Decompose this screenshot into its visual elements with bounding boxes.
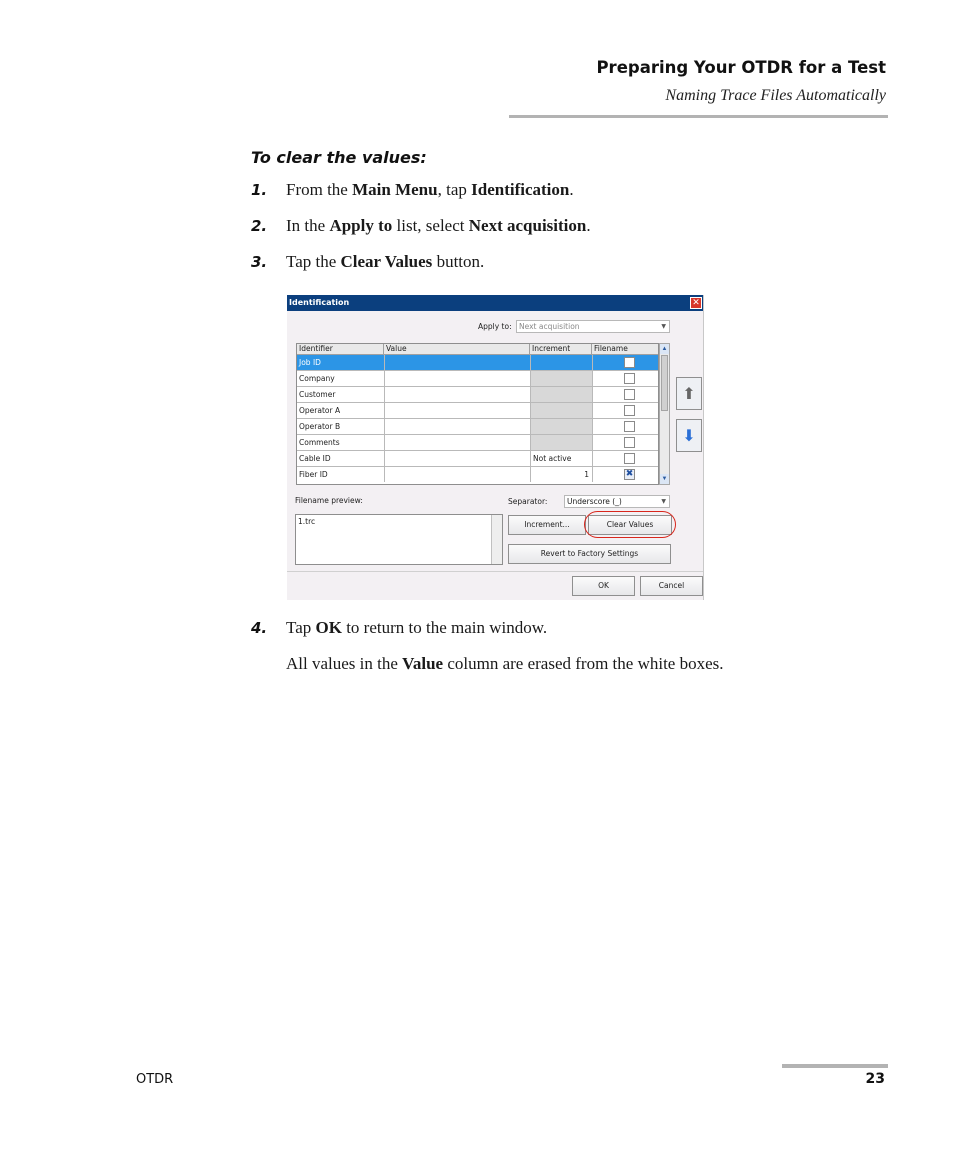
- move-up-button[interactable]: [676, 377, 702, 410]
- clear-values-highlight: [584, 511, 676, 538]
- close-icon[interactable]: ✕: [690, 297, 702, 309]
- header-rule: [509, 115, 888, 118]
- increment-cell[interactable]: Not active: [530, 451, 592, 466]
- arrow-up-icon: ⬆: [682, 384, 696, 403]
- column-header-filename[interactable]: Filename: [592, 344, 658, 355]
- increment-cell: [530, 403, 592, 418]
- identifier-cell: Comments: [299, 438, 340, 447]
- column-header-increment[interactable]: Increment: [530, 344, 592, 355]
- value-cell[interactable]: [384, 371, 530, 386]
- revert-factory-settings-button[interactable]: Revert to Factory Settings: [508, 544, 671, 564]
- step-text-4: Tap OK to return to the main window.: [286, 618, 548, 637]
- increment-cell: [530, 355, 592, 370]
- value-cell[interactable]: [384, 467, 530, 482]
- step-number-1: 1.: [251, 181, 268, 199]
- step-number-2: 2.: [251, 217, 268, 235]
- footer-rule: [782, 1064, 888, 1068]
- move-down-button[interactable]: [676, 419, 702, 452]
- dialog-title: Identification: [289, 298, 350, 307]
- increment-cell: [530, 387, 592, 402]
- value-cell[interactable]: [384, 451, 530, 466]
- value-cell[interactable]: [384, 403, 530, 418]
- result-text: All values in the Value column are erased from the white boxes.: [286, 654, 724, 673]
- footer-product: OTDR: [136, 1072, 174, 1087]
- dialog-separator: [287, 571, 703, 572]
- procedure-title: To clear the values:: [251, 148, 427, 167]
- table-row-operator-a[interactable]: [297, 403, 658, 419]
- chevron-down-icon: ▼: [661, 498, 666, 505]
- page-header-subtitle: Naming Trace Files Automatically: [665, 87, 886, 104]
- apply-to-value: Next acquisition: [519, 322, 580, 331]
- value-cell[interactable]: [384, 387, 530, 402]
- filename-checkbox[interactable]: [624, 437, 635, 448]
- scroll-up-icon[interactable]: ▲: [661, 346, 668, 352]
- table-row-company[interactable]: [297, 371, 658, 387]
- filename-checkbox[interactable]: [624, 421, 635, 432]
- step-number-4: 4.: [251, 619, 268, 637]
- filename-checkbox[interactable]: [624, 405, 635, 416]
- identifier-cell: Cable ID: [299, 454, 331, 463]
- table-row-cable-id[interactable]: [297, 451, 658, 467]
- identifier-cell: Fiber ID: [299, 470, 328, 479]
- separator-select[interactable]: [564, 495, 670, 508]
- step-number-3: 3.: [251, 253, 268, 271]
- value-cell[interactable]: [384, 355, 530, 370]
- separator-value: Underscore (_): [567, 497, 622, 506]
- step-text-3: Tap the Clear Values button.: [286, 252, 485, 271]
- chevron-down-icon: ▼: [661, 323, 666, 330]
- filename-preview-label: Filename preview:: [295, 496, 363, 505]
- identifier-cell: Operator A: [299, 406, 341, 415]
- filename-checkbox[interactable]: [624, 453, 635, 464]
- value-cell[interactable]: [384, 435, 530, 450]
- page-header-title: Preparing Your OTDR for a Test: [596, 58, 886, 77]
- dialog-title-bar: [287, 295, 703, 311]
- preview-scrollbar[interactable]: [491, 515, 502, 564]
- separator-label: Separator:: [508, 497, 548, 506]
- table-row-customer[interactable]: [297, 387, 658, 403]
- identifier-cell: Customer: [299, 390, 336, 399]
- scrollbar-thumb[interactable]: [661, 355, 668, 411]
- identifier-cell: Operator B: [299, 422, 341, 431]
- identifier-table: [296, 343, 659, 485]
- increment-cell: [530, 435, 592, 450]
- apply-to-select[interactable]: [516, 320, 670, 333]
- identification-dialog: [287, 295, 704, 600]
- cancel-button[interactable]: Cancel: [640, 576, 703, 596]
- arrow-down-icon: ⬇: [682, 426, 696, 445]
- table-row-fiber-id[interactable]: [297, 467, 658, 483]
- step-text-1: From the Main Menu, tap Identification.: [286, 180, 574, 199]
- increment-cell: [530, 371, 592, 386]
- scroll-down-icon[interactable]: ▼: [661, 476, 668, 482]
- ok-button[interactable]: OK: [572, 576, 635, 596]
- step-text-2: In the Apply to list, select Next acquisition.: [286, 216, 591, 235]
- table-row-comments[interactable]: [297, 435, 658, 451]
- identifier-cell: Company: [299, 374, 335, 383]
- increment-button[interactable]: Increment...: [508, 515, 586, 535]
- page-number: 23: [865, 1071, 885, 1087]
- identifier-cell: Job ID: [299, 358, 321, 367]
- table-scrollbar[interactable]: [659, 343, 670, 485]
- increment-cell: [530, 419, 592, 434]
- filename-preview-box: [295, 514, 503, 565]
- filename-preview-value: 1.trc: [298, 517, 316, 526]
- table-row-job-id[interactable]: [297, 355, 658, 371]
- increment-cell[interactable]: 1: [530, 467, 592, 482]
- filename-checkbox[interactable]: [624, 357, 635, 368]
- column-header-value[interactable]: Value: [384, 344, 530, 355]
- table-row-operator-b[interactable]: [297, 419, 658, 435]
- column-header-identifier[interactable]: Identifier: [297, 344, 384, 355]
- value-cell[interactable]: [384, 419, 530, 434]
- filename-checkbox-checked[interactable]: ✖: [625, 469, 634, 479]
- apply-to-label: Apply to:: [478, 322, 512, 331]
- clear-values-button[interactable]: Clear Values: [588, 515, 672, 535]
- filename-checkbox[interactable]: [624, 373, 635, 384]
- filename-checkbox[interactable]: [624, 389, 635, 400]
